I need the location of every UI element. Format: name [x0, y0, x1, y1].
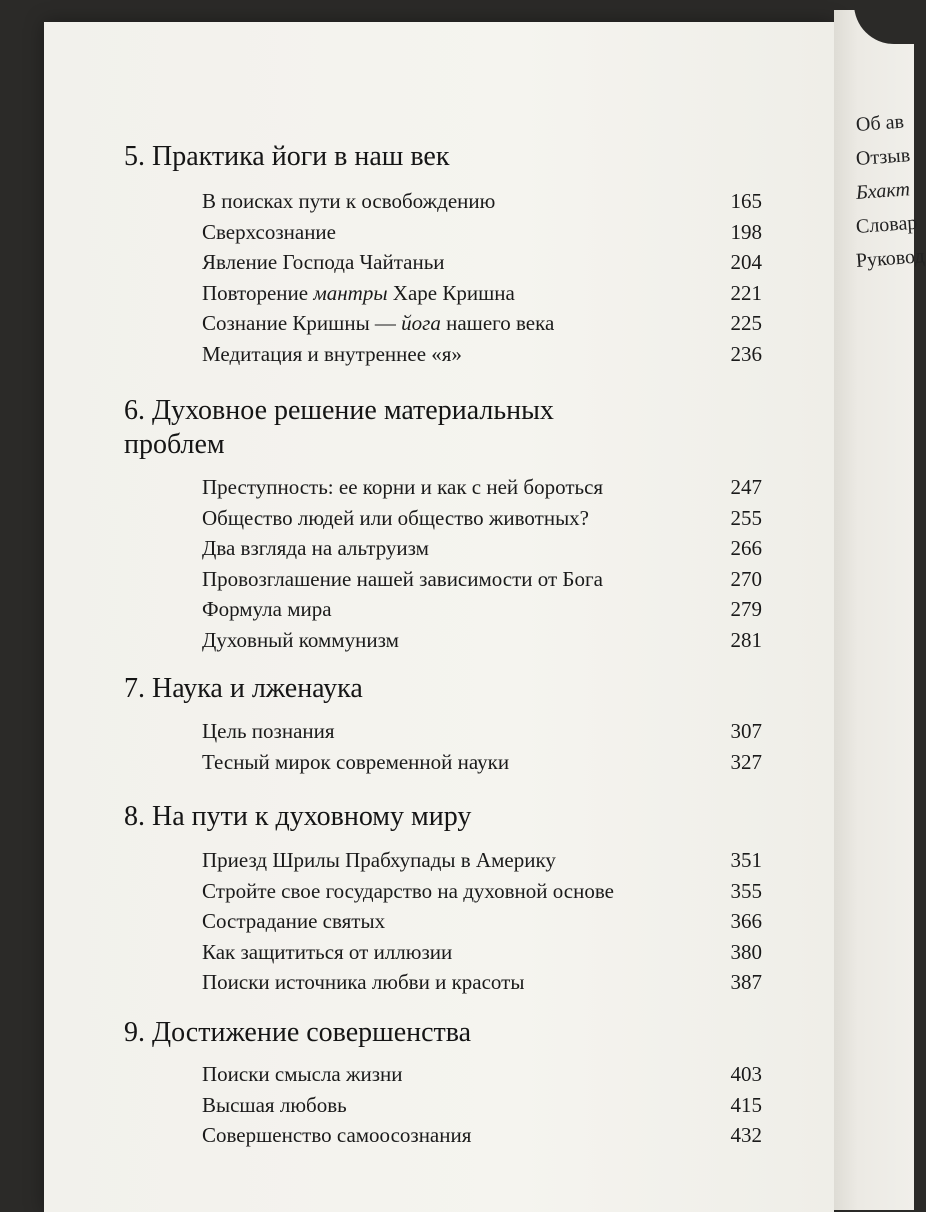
entry-page: 403 — [730, 1062, 762, 1086]
entry-title — [202, 278, 515, 309]
toc-entry — [202, 217, 762, 248]
chapter-title-line: 6. Духовное решение материальных — [124, 395, 554, 426]
entry-title: Духовный коммунизм — [202, 627, 399, 652]
entry-page: 198 — [730, 219, 762, 244]
chapter-9 — [124, 1016, 644, 1050]
chapter-5-entries — [202, 186, 762, 370]
chapter-7 — [124, 672, 644, 706]
toc-entry — [202, 967, 762, 998]
toc-entry — [202, 937, 762, 968]
entry-page: 204 — [730, 250, 762, 275]
entry-page: 247 — [730, 475, 762, 499]
entry-page: 387 — [730, 970, 762, 995]
chapter-title: 7. Наука и лженаука — [124, 673, 363, 704]
chapter-6 — [124, 394, 644, 462]
entry-page: 327 — [730, 749, 762, 774]
toc-entry — [202, 564, 762, 595]
toc-entry — [202, 906, 762, 937]
entry-title: Сверхсознание — [202, 219, 336, 244]
entry-page: 281 — [730, 627, 762, 652]
entry-title: Совершенство самоосознания — [202, 1123, 472, 1148]
entry-title: Цель познания — [202, 719, 335, 743]
entry-title: Провозглашение нашей зависимости от Бога — [202, 566, 603, 591]
entry-title-part: Повторение — [202, 280, 314, 305]
toc-entry — [202, 716, 762, 747]
entry-title: Стройте свое государство на духовной основе — [202, 878, 614, 903]
entry-title-italic: йога — [401, 311, 441, 336]
entry-page: 366 — [730, 909, 762, 934]
entry-title: В поисках пути к освобождению — [202, 189, 496, 213]
chapter-title-line: проблем — [124, 429, 225, 460]
right-line: Словар — [855, 211, 919, 238]
entry-title: Два взгляда на альтруизм — [202, 536, 429, 561]
entry-title: Формула мира — [202, 597, 332, 622]
toc-entry — [202, 594, 762, 625]
toc-entry — [202, 503, 762, 534]
entry-page: 270 — [730, 566, 762, 591]
toc-entry — [202, 308, 762, 339]
entry-title: Медитация и внутреннее «я» — [202, 341, 462, 366]
toc-entry — [202, 533, 762, 564]
right-line: Отзыв — [855, 144, 911, 170]
entry-page: 380 — [730, 939, 762, 964]
entry-title-part: нашего века — [440, 311, 555, 336]
entry-title: Поиски источника любви и красоты — [202, 970, 525, 995]
right-line: Руковод — [855, 245, 926, 272]
chapter-5 — [124, 140, 644, 174]
entry-title: Поиски смысла жизни — [202, 1062, 403, 1086]
toc-entry — [202, 845, 762, 876]
entry-page: 351 — [730, 848, 762, 872]
entry-title: Приезд Шрилы Прабхупады в Америку — [202, 848, 556, 872]
toc-entry — [202, 876, 762, 907]
entry-page: 225 — [730, 311, 762, 336]
chapter-6-entries — [202, 472, 762, 656]
toc-entry — [202, 1090, 762, 1121]
entry-page: 355 — [730, 878, 762, 903]
toc-entry — [202, 472, 762, 503]
entry-title-italic: мантры — [313, 280, 388, 305]
entry-title-part: Харе Кришна — [387, 280, 515, 305]
entry-title: Общество людей или общество животных? — [202, 505, 589, 530]
chapter-8 — [124, 800, 644, 834]
entry-page: 236 — [730, 341, 762, 366]
entry-title: Преступность: ее корни и как с ней бороться — [202, 475, 604, 499]
entry-page: 307 — [730, 719, 762, 743]
toc-entry — [202, 625, 762, 656]
toc-entry — [202, 247, 762, 278]
entry-page: 415 — [730, 1092, 762, 1117]
chapter-title: 9. Достижение совершенства — [124, 1017, 472, 1048]
entry-title: Явление Господа Чайтаньи — [202, 250, 445, 275]
entry-title: Тесный мирок современной науки — [202, 749, 510, 774]
chapter-title: 8. На пути к духовному миру — [124, 801, 472, 832]
entry-page: 221 — [730, 280, 762, 305]
right-page-text — [856, 108, 925, 278]
toc-entry — [202, 747, 762, 778]
entry-title: Высшая любовь — [202, 1092, 347, 1117]
toc-entry — [202, 278, 762, 309]
entry-page: 266 — [730, 536, 762, 561]
toc-entry — [202, 1059, 762, 1090]
entry-page: 165 — [730, 189, 762, 213]
chapter-8-entries — [202, 845, 762, 998]
entry-page: 255 — [730, 505, 762, 530]
entry-title: Сострадание святых — [202, 909, 386, 934]
chapter-7-entries — [202, 716, 762, 777]
chapter-9-entries — [202, 1059, 762, 1151]
toc-entry — [202, 1120, 762, 1151]
entry-title: Как защититься от иллюзии — [202, 939, 453, 964]
entry-title-part: Сознание Кришны — — [202, 311, 402, 336]
entry-page: 279 — [730, 597, 762, 622]
chapter-title — [124, 394, 644, 462]
toc-entry — [202, 339, 762, 370]
chapter-title: 5. Практика йоги в наш век — [124, 141, 450, 172]
entry-title — [202, 308, 554, 339]
right-line: Бхакт — [855, 178, 911, 204]
right-line: Об ав — [855, 110, 905, 136]
toc-entry — [202, 186, 762, 217]
entry-page: 432 — [730, 1123, 762, 1148]
